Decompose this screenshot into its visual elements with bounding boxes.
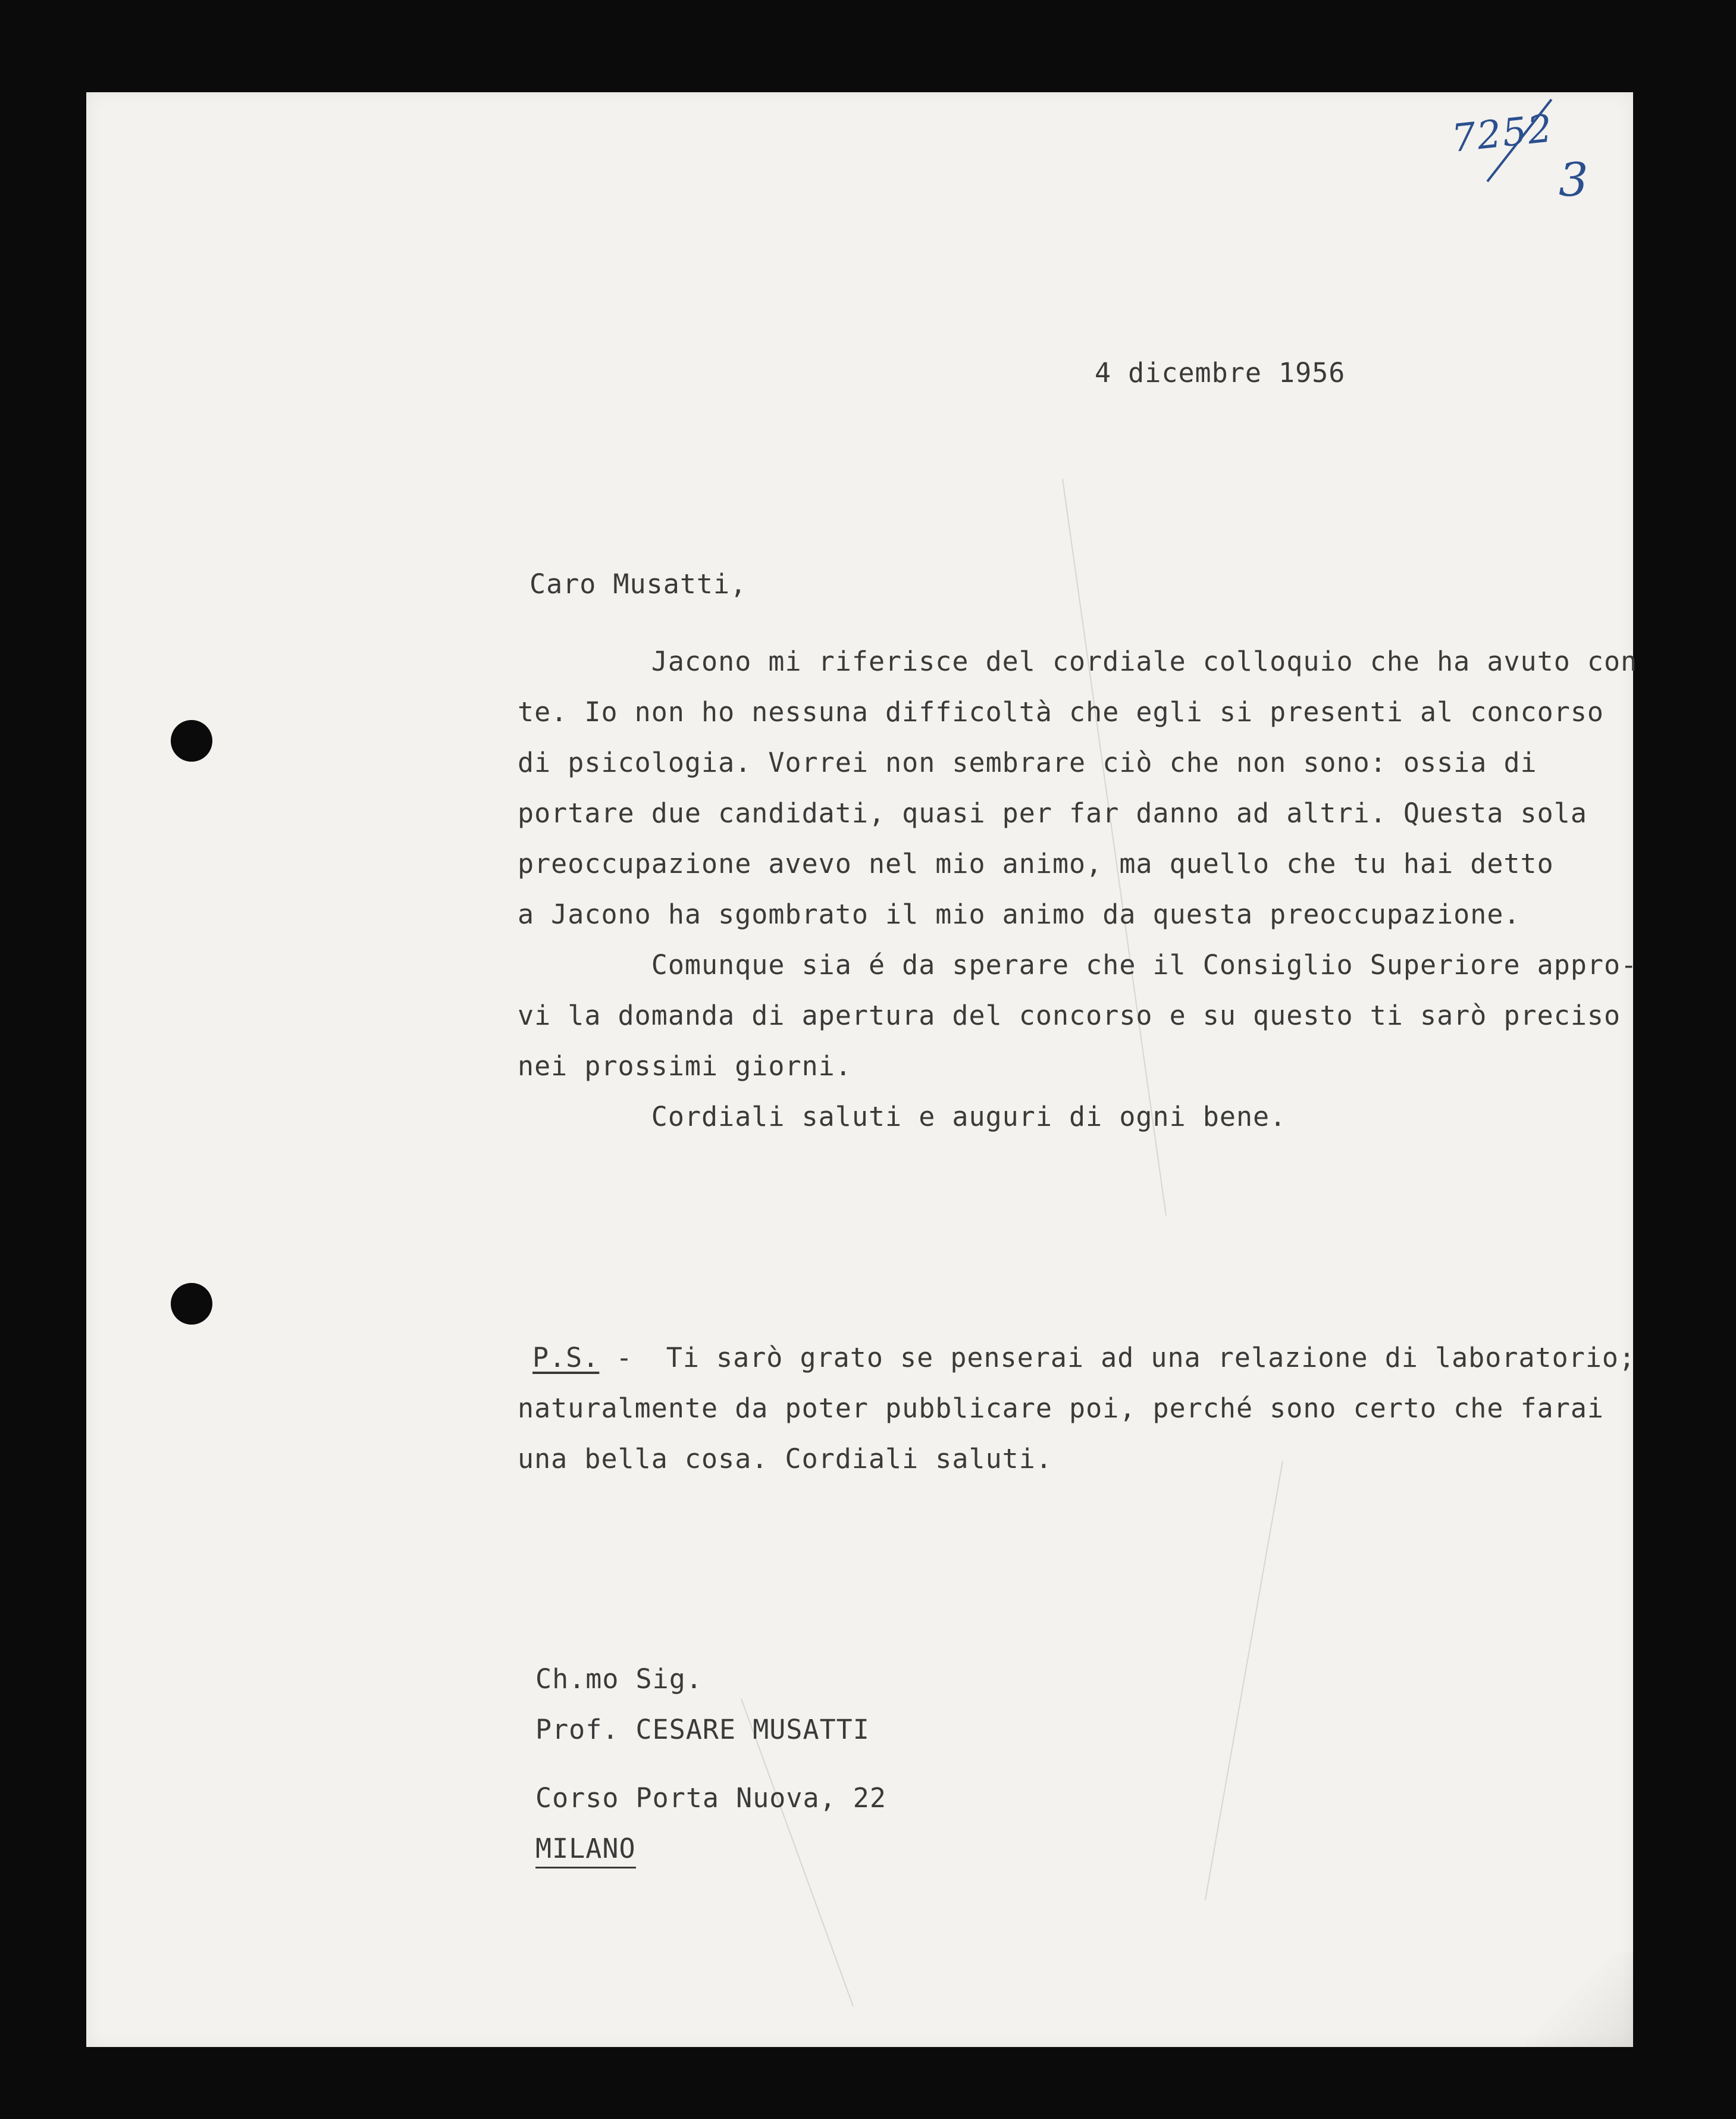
body-line: nei prossimi giorni. (518, 1050, 852, 1082)
address-title: Ch.mo Sig. (535, 1663, 703, 1695)
postscript-first-line (532, 1342, 1635, 1373)
archive-subnumber: 3 (1559, 154, 1588, 207)
letter-date: 4 dicembre 1956 (1095, 357, 1346, 389)
archive-number-mark (1449, 107, 1588, 219)
punch-hole (171, 720, 212, 762)
body-line: preoccupazione avevo nel mio animo, ma quello che tu hai detto (518, 848, 1554, 879)
archive-number: 7252 (1449, 107, 1556, 161)
body-line: di psicologia. Vorrei non sembrare ciò che non sono: ossia di (518, 747, 1537, 778)
salutation: Caro Musatti, (529, 568, 747, 600)
address-city (535, 1833, 636, 1864)
body-line: te. Io non ho nessuna difficoltà che egli si presenti al concorso (518, 696, 1604, 728)
address-city-text: MILANO (535, 1833, 636, 1868)
body-line: Comunque sia é da sperare che il Consiglio Superiore appro- (518, 949, 1638, 981)
address-name: Prof. CESARE MUSATTI (535, 1714, 870, 1745)
paper-shadow (1526, 1952, 1633, 2047)
postscript-line: naturalmente da poter pubblicare poi, perché sono certo che farai (518, 1392, 1604, 1424)
body-line: portare due candidati, quasi per far danno ad altri. Questa sola (518, 797, 1587, 829)
postscript-line: una bella cosa. Cordiali saluti. (518, 1443, 1052, 1475)
body-line: Cordiali saluti e auguri di ogni bene. (518, 1101, 1287, 1132)
body-line: a Jacono ha sgombrato il mio animo da questa preoccupazione. (518, 899, 1521, 930)
punch-hole (171, 1283, 212, 1325)
body-line: vi la domanda di apertura del concorso e su questo ti sarò preciso (518, 1000, 1621, 1031)
postscript-label: P.S. (532, 1342, 600, 1373)
postscript-text: - Ti sarò grato se penserai ad una relazione di laboratorio; (599, 1342, 1636, 1373)
letter-page (86, 92, 1636, 2047)
address-street: Corso Porta Nuova, 22 (535, 1782, 886, 1814)
pencil-mark (1205, 1461, 1283, 1901)
body-line: Jacono mi riferisce del cordiale colloquio che ha avuto con (518, 646, 1638, 677)
